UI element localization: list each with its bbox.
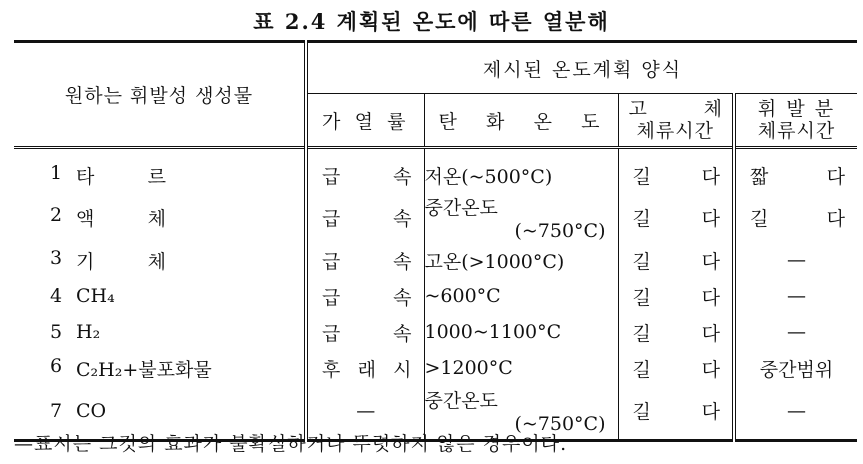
volatile-time-cell: — <box>734 242 857 278</box>
rate-char-1: 속 <box>393 286 412 309</box>
header-vol-line1: 휘 발 분 <box>757 98 836 120</box>
rate-cell <box>306 350 424 386</box>
carbonization-temp-cell <box>424 193 618 242</box>
pyrolysis-table <box>14 40 857 442</box>
vol-char-0: 길 <box>750 208 769 230</box>
carbonization-temp-cell <box>424 350 618 386</box>
table-row <box>14 148 857 194</box>
rate-cell <box>306 148 424 194</box>
rate-cell <box>306 193 424 242</box>
solid-char-0: 길 <box>632 250 651 273</box>
product-cell <box>14 314 306 350</box>
temp-line1: 중간온도 <box>424 390 498 412</box>
solid-char-0: 길 <box>632 322 651 345</box>
product-cell <box>14 193 306 242</box>
header-rate <box>306 94 424 148</box>
row-number: 3 <box>50 246 63 269</box>
header-solid-char-1: 체 <box>703 98 722 120</box>
solid-char-1: 다 <box>701 208 720 230</box>
rate-char-1: 속 <box>393 322 412 345</box>
header-carb-char-0: 탄 <box>438 110 463 133</box>
rate-char-1: 속 <box>393 208 412 230</box>
header-carb-char-2: 온 <box>533 110 558 133</box>
rate-cell <box>306 278 424 314</box>
solid-time-cell <box>618 193 734 242</box>
row-number: 5 <box>50 321 63 343</box>
row-number: 7 <box>50 399 63 422</box>
solid-char-1: 다 <box>701 358 720 381</box>
product-char-1: 체 <box>147 250 166 273</box>
rate-char-1: 속 <box>393 250 412 273</box>
product-name <box>76 162 166 189</box>
rate-char-0: 급 <box>322 250 341 273</box>
product-char-1: 체 <box>147 208 166 230</box>
row-number: 6 <box>50 354 63 377</box>
solid-time-cell <box>618 350 734 386</box>
solid-char-0: 길 <box>632 165 651 188</box>
table-caption: 표 2.4 계획된 온도에 따른 열분해 <box>253 9 610 34</box>
solid-time-cell <box>618 242 734 278</box>
volatile-time-cell: — <box>734 278 857 314</box>
product-name: C₂H₂+불포화물 <box>76 358 212 381</box>
solid-char-0: 길 <box>632 286 651 309</box>
product-name: CH₄ <box>76 285 115 307</box>
carbonization-temp-cell <box>424 242 618 278</box>
volatile-time-cell: 중간범위 <box>734 350 857 386</box>
volatile-time-cell: — <box>734 314 857 350</box>
vol-char-0: 짧 <box>750 165 769 188</box>
product-char-0: 기 <box>76 250 95 273</box>
solid-char-1: 다 <box>701 401 720 423</box>
header-solid-char-0: 고 <box>628 98 647 120</box>
header-rate-char-2: 률 <box>387 110 412 133</box>
header-vol-time <box>734 94 857 148</box>
rate-char-0: 급 <box>322 165 341 188</box>
product-name: CO <box>76 399 107 422</box>
temp-line1: 중간온도 <box>424 197 498 219</box>
rate-char-0: 급 <box>322 208 341 230</box>
product-char-0: 액 <box>76 208 95 230</box>
solid-time-cell <box>618 278 734 314</box>
product-name <box>76 247 166 274</box>
solid-char-0: 길 <box>632 401 651 423</box>
temp-line1: 1000~1100°C <box>424 321 562 343</box>
rate-char-1: 속 <box>393 165 412 188</box>
header-rate-char-1: 열 <box>354 110 379 133</box>
table-row <box>14 242 857 278</box>
carbonization-temp-cell <box>424 148 618 194</box>
product-char-0: 타 <box>76 165 95 188</box>
solid-char-0: 길 <box>632 208 651 230</box>
rate-char-0: 급 <box>322 286 341 309</box>
table-body <box>14 148 857 441</box>
volatile-time-cell <box>734 148 857 194</box>
row-number: 4 <box>50 285 63 307</box>
solid-char-1: 다 <box>701 286 720 309</box>
footnote: —표시는 그것의 효과가 불확실하거나 뚜렷하지 않은 경우이다. <box>14 433 568 455</box>
carbonization-temp-cell <box>424 314 618 350</box>
header-product-label: 원하는 휘발성 생성물 <box>64 85 254 107</box>
carbonization-temp-cell <box>424 278 618 314</box>
rate-char-1: 래 <box>357 358 376 381</box>
volatile-time-cell: — <box>734 386 857 441</box>
product-cell <box>14 148 306 194</box>
rate-cell: — <box>306 386 424 441</box>
product-name <box>76 204 166 231</box>
table-row <box>14 193 857 242</box>
header-carbonization <box>424 94 618 148</box>
header-solid-line1 <box>619 98 733 120</box>
header-carb-text <box>425 107 618 134</box>
rate-cell <box>306 242 424 278</box>
header-rate-char-0: 가 <box>322 110 347 133</box>
temp-line1: >1200°C <box>424 357 513 379</box>
rate-char-2: 시 <box>393 358 412 381</box>
product-cell <box>14 242 306 278</box>
header-carb-char-3: 도 <box>581 110 606 133</box>
temp-line1: 고온(>1000°C) <box>424 250 565 273</box>
vol-char-1: 다 <box>826 165 846 188</box>
table-row <box>14 350 857 386</box>
volatile-time-cell <box>734 193 857 242</box>
product-name: H₂ <box>76 321 101 343</box>
rate-cell <box>306 314 424 350</box>
temp-line2: (~750°C) <box>514 220 606 242</box>
product-char-1: 르 <box>147 165 166 188</box>
rate-char-0: 급 <box>322 322 341 345</box>
solid-time-cell <box>618 386 734 441</box>
row-number: 1 <box>50 161 63 184</box>
product-cell <box>14 350 306 386</box>
header-rate-text <box>308 107 424 134</box>
header-solid-time <box>618 94 734 148</box>
temp-line1: ~600°C <box>424 285 501 307</box>
rate-char-0: 후 <box>322 358 341 381</box>
solid-time-cell <box>618 314 734 350</box>
row-number: 2 <box>50 204 63 226</box>
solid-char-1: 다 <box>701 322 720 345</box>
table-row <box>14 314 857 350</box>
solid-char-1: 다 <box>701 250 720 273</box>
header-group: 제시된 온도계획 양식 <box>306 42 857 94</box>
table-row <box>14 278 857 314</box>
header-product <box>14 42 306 148</box>
temp-line2: (~750°C) <box>514 413 606 435</box>
vol-char-1: 다 <box>826 208 846 230</box>
solid-time-cell <box>618 148 734 194</box>
temp-line1: 저온(~500°C) <box>424 165 553 188</box>
header-vol-line2: 체류시간 <box>757 120 836 142</box>
solid-char-0: 길 <box>632 358 651 381</box>
product-cell <box>14 278 306 314</box>
solid-char-1: 다 <box>701 165 720 188</box>
header-solid-line2: 체류시간 <box>636 120 714 142</box>
header-carb-char-1: 화 <box>486 110 511 133</box>
